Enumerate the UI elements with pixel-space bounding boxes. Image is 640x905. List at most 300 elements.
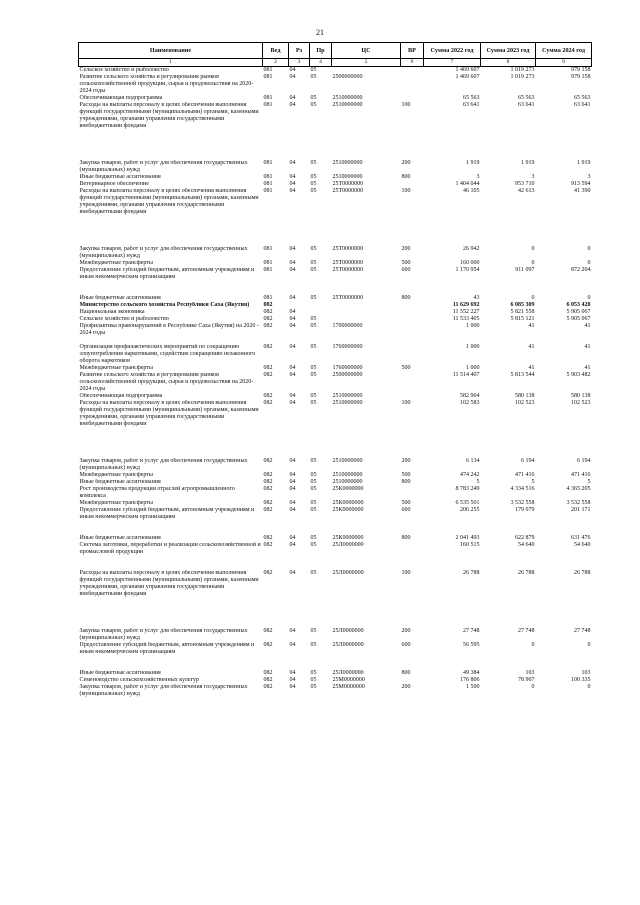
cell-rz: 04 — [289, 684, 296, 690]
table-row — [79, 181, 592, 188]
cell-name: Закупка товаров, работ и услуг для обеспечения государственных (муниципальных) нужд — [79, 458, 248, 471]
cell-sum-2024: 41 — [584, 344, 591, 350]
cell-sum-2024: 0 — [587, 642, 591, 648]
cell-sum-2024: 0 — [587, 295, 591, 301]
cell-ved: 082 — [263, 542, 273, 548]
cell-cs — [332, 316, 401, 323]
cell-rz: 04 — [289, 479, 296, 485]
col-number: 3 — [289, 59, 310, 67]
cell-pr: 05 — [310, 570, 317, 576]
col-number: 5 — [332, 59, 401, 67]
cell-pr — [310, 302, 332, 309]
cell-ved: 082 — [263, 677, 273, 683]
cell-sum-2024: 471 416 — [571, 472, 591, 478]
table-row — [79, 260, 592, 267]
cell-sum-2022: 176 806 — [460, 677, 480, 683]
cell-name: Межбюджетные трансферты — [79, 472, 153, 478]
cell-sum-2022: 1 000 — [466, 323, 480, 329]
cell-sum-2024: 0 — [587, 684, 591, 690]
cell-cs: 2500000000 — [332, 74, 363, 80]
cell-rz: 04 — [289, 344, 296, 350]
cell-ved: 082 — [263, 458, 273, 464]
table-row — [79, 570, 592, 628]
cell-cs: 1760000000 — [332, 365, 363, 371]
cell-vr — [401, 316, 424, 323]
cell-vr — [401, 677, 424, 684]
cell-ved: 082 — [263, 642, 273, 648]
cell-sum-2023: 953 710 — [515, 181, 535, 187]
cell-cs: 1700000000 — [332, 323, 363, 329]
cell-ved: 082 — [263, 344, 273, 350]
col-header-rz: Рз — [289, 43, 310, 59]
table-row — [79, 486, 592, 500]
cell-name: Межбюджетные трансферты — [79, 500, 153, 506]
cell-name: Иные бюджетные ассигнования — [79, 535, 161, 541]
table-row — [79, 472, 592, 479]
cell-vr: 200 — [401, 628, 411, 634]
cell-sum-2024: 103 — [581, 670, 591, 676]
cell-ved: 082 — [263, 507, 273, 513]
cell-vr: 500 — [401, 365, 411, 371]
cell-sum-2022: 26 942 — [463, 246, 480, 252]
cell-name: Предоставление субсидий бюджетным, автономным учреждениям и иным некоммерческим организациям — [79, 642, 255, 655]
cell-sum-2023: 0 — [531, 642, 535, 648]
cell-ved: 082 — [263, 400, 273, 406]
cell-pr — [310, 309, 332, 316]
cell-vr: 800 — [401, 174, 411, 180]
cell-sum-2024: 0 — [587, 246, 591, 252]
cell-pr: 05 — [310, 174, 317, 180]
cell-cs: 25Л0000000 — [332, 570, 364, 576]
cell-rz: 04 — [289, 677, 296, 683]
cell-ved: 081 — [263, 95, 273, 101]
cell-vr: 600 — [401, 267, 411, 273]
cell-vr: 100 — [401, 102, 411, 108]
cell-sum-2022: 582 964 — [460, 393, 480, 399]
cell-rz: 04 — [289, 295, 296, 301]
cell-pr: 05 — [310, 535, 317, 541]
cell-pr: 05 — [310, 344, 317, 350]
cell-ved: 082 — [263, 570, 273, 576]
cell-vr: 200 — [401, 160, 411, 166]
cell-ved: 082 — [263, 316, 273, 322]
table-row — [79, 246, 592, 260]
cell-sum-2023: 78 907 — [518, 677, 535, 683]
cell-cs: 1760000000 — [332, 344, 363, 350]
cell-pr: 05 — [310, 102, 317, 108]
cell-sum-2024: 65 563 — [574, 95, 591, 101]
table-row — [79, 372, 592, 393]
cell-cs: 25Т0000000 — [332, 260, 364, 266]
col-header-sum-2024: Сумма 2024 год — [536, 43, 592, 59]
cell-rz: 04 — [289, 181, 296, 187]
cell-sum-2023: 0 — [531, 684, 535, 690]
cell-sum-2022: 1 404 044 — [455, 181, 480, 187]
cell-sum-2024: 0 — [587, 260, 591, 266]
cell-vr: 600 — [401, 507, 411, 513]
cell-ved: 082 — [263, 323, 273, 329]
table-row — [79, 160, 592, 174]
table-row — [79, 188, 592, 246]
cell-ved: 081 — [263, 174, 273, 180]
cell-sum-2024: 3 — [587, 174, 591, 180]
cell-pr: 05 — [310, 67, 317, 73]
cell-rz: 04 — [289, 486, 296, 492]
cell-pr: 05 — [310, 642, 317, 648]
col-header-name: Наименование — [79, 43, 263, 59]
cell-sum-2023: 26 788 — [518, 570, 535, 576]
cell-ved: 082 — [263, 365, 273, 371]
cell-sum-2022: 26 788 — [463, 570, 480, 576]
cell-cs: 25Т0000000 — [332, 267, 364, 273]
cell-sum-2024: 5 905 067 — [566, 316, 591, 322]
cell-ved: 082 — [263, 535, 273, 541]
cell-name: Система заготовки, переработки и реализации сельскохозяйственной и промысловой продукции — [79, 542, 261, 555]
cell-vr: 800 — [401, 295, 411, 301]
cell-sum-2024: 41 — [584, 365, 591, 371]
cell-pr: 05 — [310, 507, 317, 513]
cell-sum-2024: 26 788 — [574, 570, 591, 576]
cell-name: Сельское хозяйство и рыболовство — [79, 316, 169, 322]
cell-pr: 05 — [310, 486, 317, 492]
col-number: 6 — [401, 59, 424, 67]
table-row — [79, 267, 592, 295]
cell-sum-2023: 65 563 — [518, 95, 535, 101]
cell-pr: 05 — [310, 267, 317, 273]
cell-rz: 04 — [289, 365, 296, 371]
cell-pr: 05 — [310, 365, 317, 371]
table-row — [79, 684, 592, 698]
cell-pr: 05 — [310, 684, 317, 690]
table-row — [79, 316, 592, 323]
cell-sum-2023: 6 194 — [521, 458, 535, 464]
col-header-sum-2022: Сумма 2022 год — [424, 43, 481, 59]
cell-sum-2022: 1 919 — [466, 160, 480, 166]
cell-vr — [401, 393, 424, 400]
cell-sum-2022: 56 595 — [463, 642, 480, 648]
table-row — [79, 323, 592, 344]
cell-name: Обеспечивающая подпрограмма — [79, 95, 163, 101]
cell-ved: 081 — [263, 188, 273, 194]
cell-sum-2023: 0 — [531, 295, 535, 301]
cell-sum-2022: 43 — [473, 295, 480, 301]
cell-ved: 082 — [263, 302, 273, 308]
cell-ved: 081 — [263, 102, 273, 108]
cell-rz: 04 — [289, 507, 296, 513]
cell-ved: 082 — [263, 372, 273, 378]
cell-pr: 05 — [310, 542, 317, 548]
cell-ved: 081 — [263, 181, 273, 187]
cell-cs — [332, 67, 401, 75]
table-row — [79, 642, 592, 670]
table-row — [79, 95, 592, 102]
table-row — [79, 507, 592, 535]
cell-sum-2022: 65 563 — [463, 95, 480, 101]
cell-sum-2023: 3 — [531, 174, 535, 180]
cell-sum-2022: 206 255 — [460, 507, 480, 513]
cell-sum-2022: 8 783 249 — [455, 486, 480, 492]
cell-sum-2022: 11 552 227 — [452, 309, 480, 315]
cell-ved: 082 — [263, 309, 273, 315]
cell-pr: 05 — [310, 500, 317, 506]
cell-sum-2024: 63 641 — [574, 102, 591, 108]
col-header-vr: ВР — [401, 43, 424, 59]
cell-sum-2024: 6 053 428 — [566, 302, 591, 308]
cell-sum-2022: 11 629 692 — [452, 302, 480, 308]
cell-sum-2024: 4 365 205 — [566, 486, 591, 492]
cell-pr: 05 — [310, 323, 317, 329]
cell-pr: 05 — [310, 393, 317, 399]
cell-sum-2024: 6 194 — [577, 458, 591, 464]
cell-sum-2023: 0 — [531, 246, 535, 252]
cell-sum-2022: 160 000 — [460, 260, 480, 266]
cell-sum-2023: 179 079 — [515, 507, 535, 513]
col-number: 7 — [424, 59, 481, 67]
cell-sum-2024: 913 594 — [571, 181, 591, 187]
cell-sum-2022: 2 041 493 — [455, 535, 480, 541]
col-number: 9 — [536, 59, 592, 67]
cell-cs: 25Л0000000 — [332, 642, 364, 648]
cell-cs: 2510000000 — [332, 458, 363, 464]
cell-rz: 04 — [289, 535, 296, 541]
cell-cs: 2510000000 — [332, 479, 363, 485]
cell-name: Национальная экономика — [79, 309, 145, 315]
table-row — [79, 102, 592, 160]
table-row — [79, 393, 592, 400]
cell-cs — [332, 309, 401, 316]
cell-cs: 25К0000000 — [332, 535, 364, 541]
cell-sum-2022: 160 515 — [460, 542, 480, 548]
cell-pr: 05 — [310, 628, 317, 634]
cell-rz: 04 — [289, 628, 296, 634]
cell-vr — [401, 486, 424, 500]
cell-cs: 25Л0000000 — [332, 542, 364, 548]
cell-sum-2022: 1 170 954 — [455, 267, 480, 273]
cell-vr: 200 — [401, 458, 411, 464]
col-header-ved: Вед — [263, 43, 289, 59]
cell-ved: 081 — [263, 67, 273, 73]
cell-cs: 25Т0000000 — [332, 246, 364, 252]
cell-cs: 2510000000 — [332, 95, 363, 101]
cell-vr: 800 — [401, 479, 411, 485]
cell-name: Расходы на выплаты персоналу в целях обеспечения выполнения функций государственными (муниципальными) органами, казенными учреждениями, органами управления государственными внебюджетными фондами — [79, 102, 259, 129]
cell-rz: 04 — [289, 472, 296, 478]
cell-ved: 081 — [263, 295, 273, 301]
cell-cs: 2510000000 — [332, 472, 363, 478]
cell-name: Закупка товаров, работ и услуг для обеспечения государственных (муниципальных) нужд — [79, 160, 248, 173]
cell-name: Закупка товаров, работ и услуг для обеспечения государственных (муниципальных) нужд — [79, 684, 248, 697]
cell-ved: 082 — [263, 628, 273, 634]
cell-sum-2023: 911 097 — [515, 267, 535, 273]
cell-sum-2023: 27 748 — [518, 628, 535, 634]
cell-pr: 05 — [310, 295, 317, 301]
cell-rz: 04 — [289, 246, 296, 252]
cell-vr: 500 — [401, 260, 411, 266]
cell-rz: 04 — [289, 102, 296, 108]
cell-name: Обеспечивающая подпрограмма — [79, 393, 163, 399]
cell-sum-2022: 6 134 — [466, 458, 480, 464]
cell-sum-2023: 6 085 309 — [510, 302, 535, 308]
cell-rz: 04 — [289, 260, 296, 266]
cell-rz: 04 — [289, 570, 296, 576]
cell-sum-2023: 5 813 544 — [510, 372, 535, 378]
cell-vr — [401, 74, 424, 95]
col-number: 4 — [310, 59, 332, 67]
cell-sum-2023: 5 — [531, 479, 535, 485]
cell-sum-2023: 580 138 — [515, 393, 535, 399]
table-row — [79, 479, 592, 486]
cell-rz: 04 — [289, 323, 296, 329]
cell-sum-2023: 103 — [525, 670, 535, 676]
cell-sum-2022: 102 583 — [460, 400, 480, 406]
cell-name: Семеноводство сельскохозяйственных культур — [79, 677, 199, 683]
cell-ved: 082 — [263, 500, 273, 506]
cell-ved: 082 — [263, 472, 273, 478]
cell-sum-2023: 41 — [528, 344, 535, 350]
table-body — [79, 67, 592, 699]
cell-cs: 2510000000 — [332, 160, 363, 166]
cell-sum-2023: 4 334 516 — [510, 486, 535, 492]
cell-pr: 05 — [310, 479, 317, 485]
cell-rz: 04 — [289, 458, 296, 464]
cell-sum-2023: 5 815 121 — [510, 316, 535, 322]
cell-vr: 200 — [401, 246, 411, 252]
cell-name: Профилактика правонарушений в Республике Саха (Якутия) на 2020 - 2024 годы — [79, 323, 259, 336]
cell-sum-2022: 1 469 607 — [455, 74, 480, 80]
cell-name: Расходы на выплаты персоналу в целях обеспечения выполнения функций государственными (муниципальными) органами, казенными учреждениями, органами управления государственными внебюджетными фондами — [79, 188, 259, 215]
cell-sum-2022: 1 500 — [466, 684, 480, 690]
cell-pr: 05 — [310, 246, 317, 252]
cell-cs: 2510000000 — [332, 174, 363, 180]
cell-sum-2023: 0 — [531, 260, 535, 266]
cell-pr: 05 — [310, 316, 317, 322]
cell-sum-2022: 1 000 — [466, 344, 480, 350]
cell-vr: 500 — [401, 500, 411, 506]
cell-pr: 05 — [310, 372, 317, 378]
cell-sum-2022: 3 — [476, 174, 480, 180]
cell-ved: 082 — [263, 479, 273, 485]
cell-sum-2023: 41 — [528, 365, 535, 371]
cell-vr — [401, 95, 424, 102]
cell-sum-2024: 580 138 — [571, 393, 591, 399]
table-row — [79, 628, 592, 642]
cell-rz: 04 — [289, 267, 296, 273]
cell-sum-2022: 11 514 407 — [452, 372, 480, 378]
cell-sum-2023: 42 613 — [518, 188, 535, 194]
cell-sum-2023: 41 — [528, 323, 535, 329]
cell-name: Иные бюджетные ассигнования — [79, 295, 161, 301]
cell-name: Иные бюджетные ассигнования — [79, 670, 161, 676]
cell-ved: 082 — [263, 486, 273, 492]
cell-sum-2023: 1 019 273 — [510, 67, 535, 73]
cell-vr — [401, 67, 424, 75]
cell-cs: 25К0000000 — [332, 507, 364, 513]
cell-rz: 04 — [289, 95, 296, 101]
cell-rz: 04 — [289, 316, 296, 322]
cell-name: Закупка товаров, работ и услуг для обеспечения государственных (муниципальных) нужд — [79, 246, 248, 259]
cell-ved: 081 — [263, 160, 273, 166]
cell-name: Сельское хозяйство и рыболовство — [79, 67, 169, 73]
cell-name: Развитие сельского хозяйства и регулирования рынков сельскохозяйственной продукции, сырья и продовольствия на 2020-2024 годы — [79, 74, 254, 94]
cell-vr — [401, 309, 424, 316]
col-header-cs: ЦС — [332, 43, 401, 59]
cell-sum-2024: 41 — [584, 323, 591, 329]
table-row — [79, 458, 592, 472]
cell-cs: 25К0000000 — [332, 500, 364, 506]
budget-table — [78, 42, 592, 698]
cell-name: Ветеринарное обеспечение — [79, 181, 149, 187]
page-number: 21 — [316, 28, 324, 37]
cell-rz: 04 — [289, 74, 296, 80]
cell-ved: 081 — [263, 246, 273, 252]
cell-sum-2023: 63 641 — [518, 102, 535, 108]
cell-pr: 05 — [310, 160, 317, 166]
cell-vr — [401, 181, 424, 188]
col-number: 1 — [79, 59, 263, 67]
cell-pr: 05 — [310, 458, 317, 464]
table-row — [79, 500, 592, 507]
cell-pr: 05 — [310, 670, 317, 676]
cell-vr — [401, 302, 424, 309]
cell-vr: 800 — [401, 535, 411, 541]
cell-sum-2024: 100 335 — [571, 677, 591, 683]
cell-sum-2024: 3 532 558 — [566, 500, 591, 506]
cell-ved: 082 — [263, 393, 273, 399]
cell-ved: 081 — [263, 260, 273, 266]
header-row — [79, 43, 592, 59]
col-header-pr: Пр — [310, 43, 332, 59]
cell-vr: 800 — [401, 670, 411, 676]
cell-ved: 081 — [263, 74, 273, 80]
cell-sum-2022: 27 748 — [463, 628, 480, 634]
column-number-row — [79, 59, 592, 67]
cell-rz: 04 — [289, 500, 296, 506]
cell-sum-2022: 474 242 — [460, 472, 480, 478]
table-row — [79, 535, 592, 542]
cell-sum-2022: 49 384 — [463, 670, 480, 676]
cell-vr — [401, 542, 424, 570]
cell-cs: 2510000000 — [332, 102, 363, 108]
cell-cs: 25Л0000000 — [332, 670, 364, 676]
table-row — [79, 309, 592, 316]
cell-sum-2024: 5 903 482 — [566, 372, 591, 378]
cell-sum-2024: 54 640 — [574, 542, 591, 548]
cell-sum-2024: 5 — [587, 479, 591, 485]
cell-name: Иные бюджетные ассигнования — [79, 174, 161, 180]
table-row — [79, 344, 592, 365]
cell-cs: 25Т0000000 — [332, 295, 364, 301]
cell-vr — [401, 344, 424, 365]
cell-rz — [289, 302, 310, 309]
cell-name: Межбюджетные трансферты — [79, 365, 153, 371]
cell-sum-2022: 63 641 — [463, 102, 480, 108]
cell-rz: 04 — [289, 670, 296, 676]
table-row — [79, 295, 592, 302]
cell-sum-2023: 1 019 273 — [510, 74, 535, 80]
cell-sum-2022: 11 533 405 — [452, 316, 480, 322]
cell-cs: 25Т0000000 — [332, 181, 364, 187]
table-row — [79, 677, 592, 684]
cell-name: Расходы на выплаты персоналу в целях обеспечения выполнения функций государственными (муниципальными) органами, казенными учреждениями, органами управления государственными внебюджетными фондами — [79, 570, 259, 597]
cell-ved: 081 — [263, 267, 273, 273]
table-row — [79, 67, 592, 75]
col-number: 2 — [263, 59, 289, 67]
cell-sum-2023: 102 523 — [515, 400, 535, 406]
cell-rz: 04 — [289, 372, 296, 378]
cell-cs: 25Л0000000 — [332, 628, 364, 634]
cell-sum-2023: 1 919 — [521, 160, 535, 166]
cell-sum-2024: 979 158 — [571, 67, 591, 73]
